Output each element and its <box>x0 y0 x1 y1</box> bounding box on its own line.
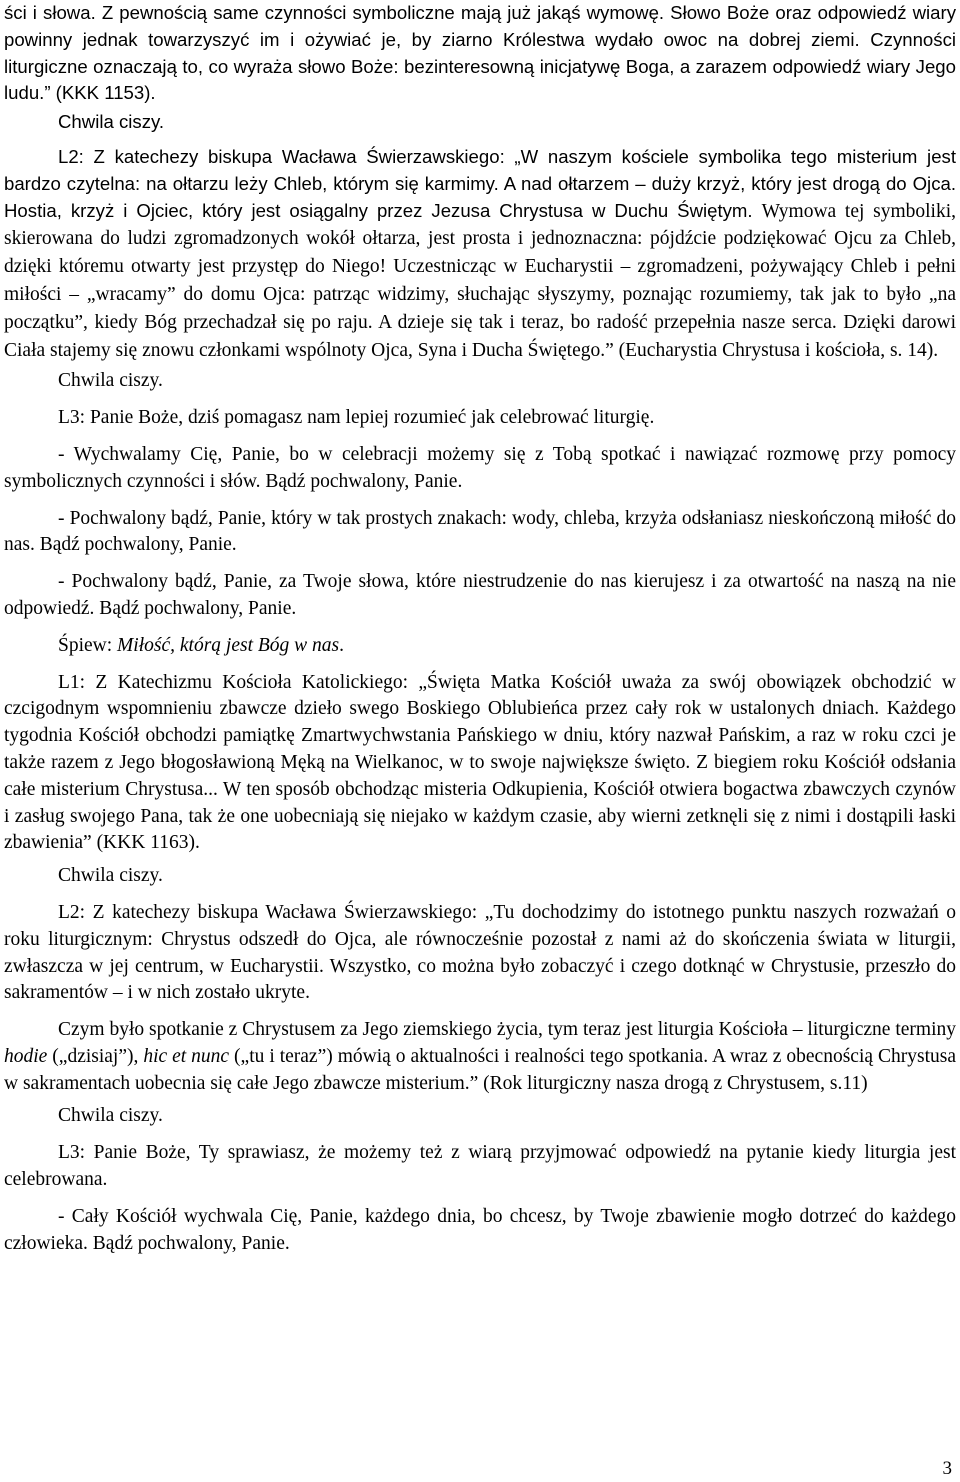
paragraph-1 <box>4 0 956 107</box>
paragraph-12 <box>4 900 956 1007</box>
italic-text: hic et nunc <box>143 1045 230 1067</box>
text-run: - Wychwalamy Cię, Panie, bo w celebracji możemy się z Tobą spotkać i nawiązać rozmowę przy pomocy symbolicznych czynności i słów. Bądź pochwalony, Panie. <box>4 443 956 492</box>
text-run: Śpiew: <box>58 634 118 656</box>
text-run: („tu i teraz”) mówią o aktualności i realności tego spotkania. A wraz z obecnością Chrystusa w sakramentach uobecnia się całe Jego zbawcze misterium.” (Rok liturgiczny nasza drogą z Chrystusem, s.11) <box>4 1045 956 1094</box>
text-run: L2: Z katechezy biskupa Wacława Świerzawskiego: „W naszym kościele symbolika tego misterium jest bardzo czytelna: na ołtarzu leży Chleb, którym się karmimy. A nad ołtarzem – duży krzyż, który jest drogą do Ojca. Hostia, krzyż i Ojciec, który jest osiągalny przez Jezusa Chrystusa w Duchu Świętym. <box>4 145 956 221</box>
paragraph-10 <box>4 670 956 858</box>
paragraph-7 <box>4 506 956 560</box>
text-run: Chwila ciszy. <box>58 370 163 392</box>
text-run: L2: Z katechezy biskupa Wacława Świerzawskiego: „Tu dochodzimy do istotnego punktu naszych rozważań o roku liturgicznym: Chrystus odszedł do Ojca, ale równocześnie pozostał z nami aż do skończenia świata w liturgii, zwłaszcza w jej centrum, w Eucharystii. Wszystko, co można było zobaczyć i czego dotknąć w Chrystusie, przeszło do sakramentów – i w nich zostało ukryte. <box>4 901 956 1004</box>
text-run: Wymowa tej symboliki, skierowana do ludzi zgromadzonych wokół ołtarza, jest prosta i jednoznaczna: pójdźcie podziękować Ojcu za Chleb, dzięki któremu otwarty jest przystęp do Niego! Uczestnicząc w Eucharystii – zgromadzeni, pożywający Chleb i pełni miłości – „wracamy” do domu Ojca: patrząc widzimy, słuchając słyszymy, poznając rozumiemy, tak jak to było „na początku”, kiedy Bóg przechadzał się po raju. A dzieje się tak i teraz, bo radość przepełnia nasze serca. Dzięki darowi Ciała stajemy się znowu członkami wspólnoty Ojca, Syna i Ducha Świętego.” (Eucharystia Chrystusa i kościoła, s. 14). <box>4 200 956 361</box>
paragraph-4 <box>4 368 956 395</box>
paragraph-15 <box>4 1140 956 1194</box>
paragraph-11 <box>4 863 956 890</box>
text-run: . <box>339 634 344 656</box>
italic-text: hodie <box>4 1045 48 1067</box>
text-run: L3: Panie Boże, Ty sprawiasz, że możemy też z wiarą przyjmować odpowiedź na pytanie kiedy liturgia jest celebrowana. <box>4 1142 956 1191</box>
paragraph-8 <box>4 569 956 623</box>
text-run: L1: Z Katechizmu Kościoła Katolickiego: „Święta Matka Kościół uważa za swój obowiązek obchodzić w czcigodnym wspomnieniu zbawcze dzieło swego Boskiego Oblubieńca przez cały rok w ustalonych dniach. Każdego tygodnia Kościół obchodzi pamiątkę Zmartwychwstania Pańskiego w dniu, który nazwał Pańskim, a raz w roku czci je także razem z Jego błogosławioną Męką na Wielkanoc, w to swoje największe święto. Z biegiem roku Kościół odsłania całe misterium Chrystusa... W ten sposób obchodząc misteria Odkupienia, Kościół otwiera bogactwa zbawczych czynów i zasług swojego Pana, tak że one uobecniają się niejako w każdym czasie, aby wierni zetknęli się z nimi i dostąpili łaski zbawienia” (KKK 1163). <box>4 671 956 854</box>
paragraph-5 <box>4 405 956 432</box>
text-run: - Pochwalony bądź, Panie, za Twoje słowa, które niestrudzenie do nas kierujesz i za otwartość na naszą na nie odpowiedź. Bądź pochwalony, Panie. <box>4 571 956 619</box>
paragraph-3 <box>4 144 956 364</box>
text-run: ści i słowa. Z pewnością same czynności symboliczne mają już jakąś wymowę. Słowo Boże oraz odpowiedź wiary powinny jednak towarzyszyć im i ożywiać je, by ziarno Królestwa wydało owoc na dobrej ziemi. Czynności liturgiczne oznaczają to, co wyraża słowo Boże: bezinteresowną inicjatywę Boga, a zarazem odpowiedź wiary Jego ludu.” (KKK 1153). <box>4 2 956 104</box>
text-run: Chwila ciszy. <box>58 111 165 133</box>
paragraph-9 <box>4 633 956 660</box>
document-page <box>4 0 956 1257</box>
text-run: („dzisiaj”), <box>47 1045 144 1067</box>
paragraph-14 <box>4 1103 956 1130</box>
text-run: Czym było spotkanie z Chrystusem za Jego ziemskiego życia, tym teraz jest liturgia Kościoła – liturgiczne terminy <box>58 1019 956 1041</box>
paragraph-2 <box>4 109 956 136</box>
text-run: Chwila ciszy. <box>58 865 163 887</box>
text-run: - Cały Kościół wychwala Cię, Panie, każdego dnia, bo chcesz, by Twoje zbawienie mogło dotrzeć do każdego człowieka. Bądź pochwalony, Panie. <box>4 1205 956 1254</box>
paragraph-13 <box>4 1017 956 1097</box>
paragraph-6 <box>4 442 956 496</box>
text-run: - Pochwalony bądź, Panie, który w tak prostych znakach: wody, chleba, krzyża odsłaniasz nieskończoną miłość do nas. Bądź pochwalony, Panie. <box>4 507 956 556</box>
paragraph-16 <box>4 1204 956 1258</box>
text-run: Chwila ciszy. <box>58 1105 163 1127</box>
text-run: L3: Panie Boże, dziś pomagasz nam lepiej rozumieć jak celebrować liturgię. <box>58 407 655 429</box>
italic-text: Miłość, którą jest Bóg w nas <box>117 634 340 656</box>
page-number: 3 <box>942 1458 952 1479</box>
